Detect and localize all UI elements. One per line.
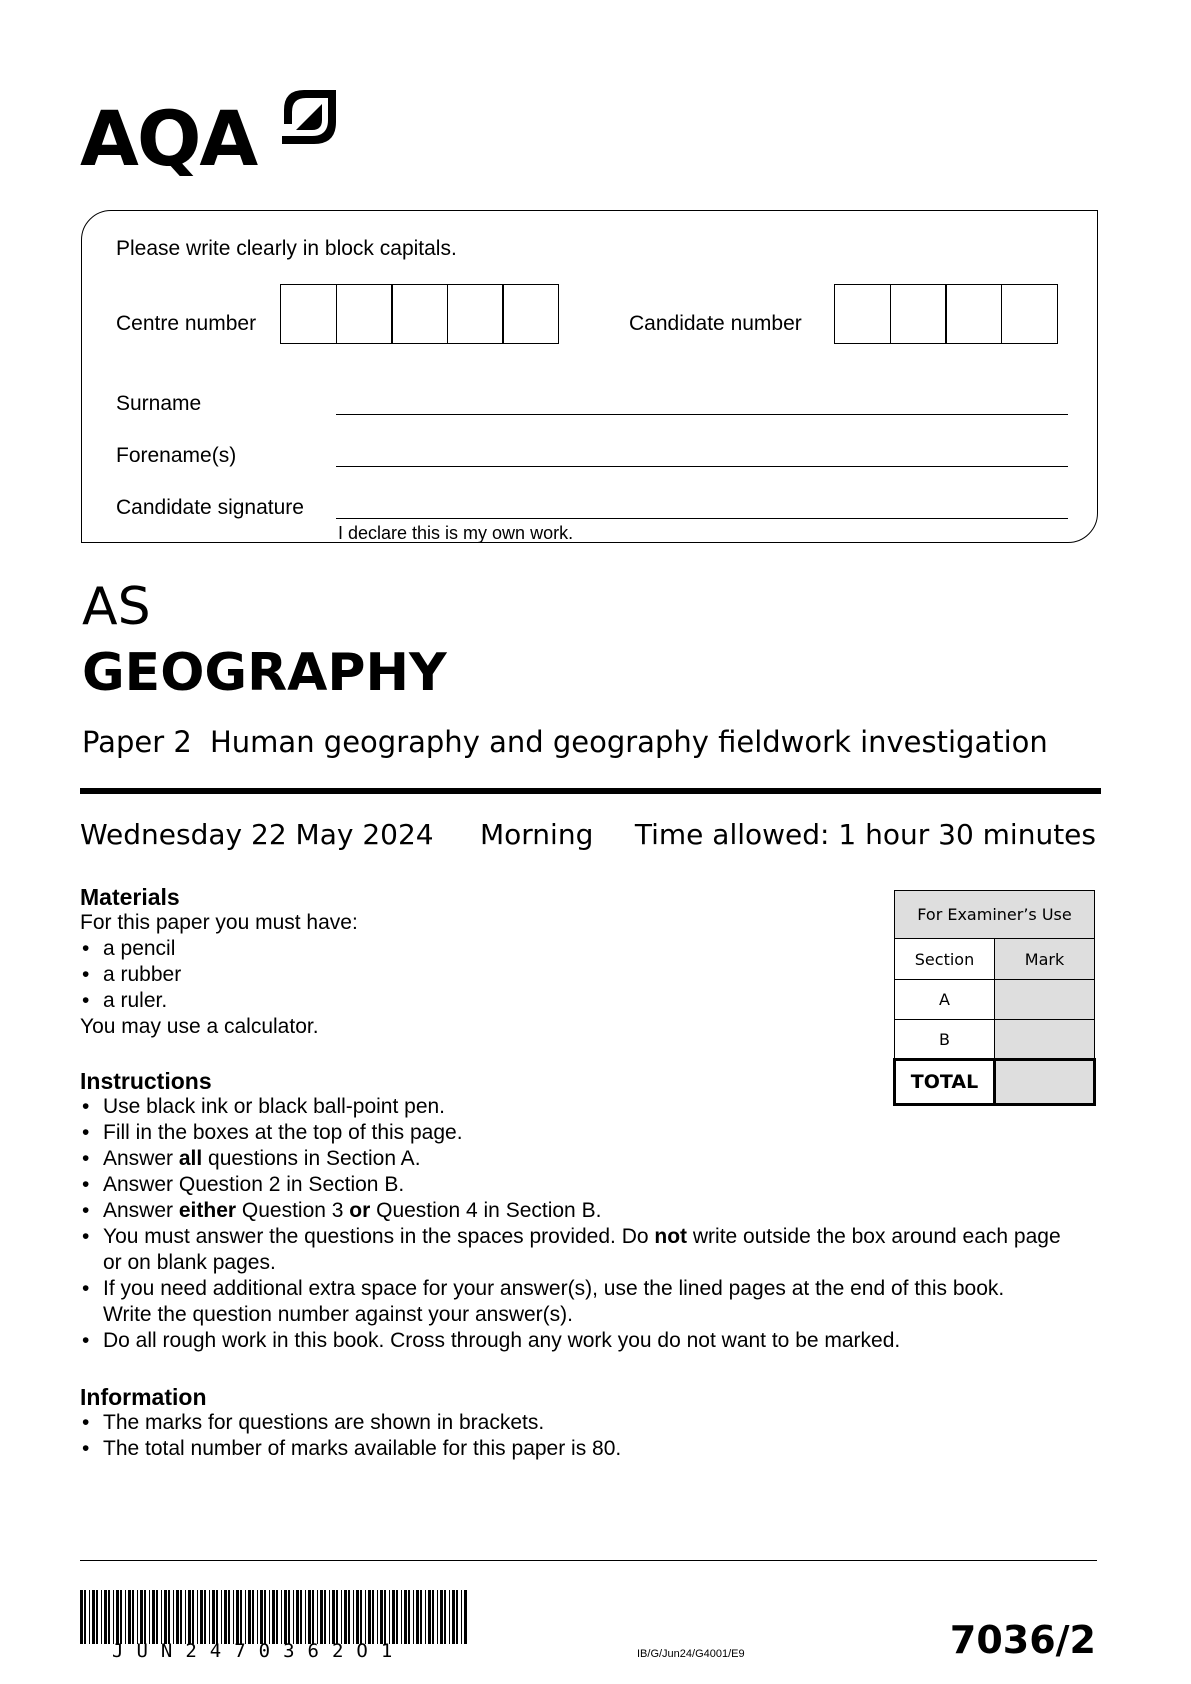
- centre-number-digit[interactable]: [280, 284, 337, 344]
- time-allowed: Time allowed: 1 hour 30 minutes: [634, 818, 1096, 851]
- list-item: • The total number of marks available for this paper is 80.: [80, 1436, 621, 1462]
- block-capitals-instruction: Please write clearly in block capitals.: [116, 237, 457, 260]
- centre-number-digit[interactable]: [502, 284, 559, 344]
- candidate-number-digit[interactable]: [945, 284, 1002, 344]
- total-mark: [995, 1060, 1095, 1105]
- candidate-number-digit[interactable]: [1001, 284, 1058, 344]
- list-item: • The marks for questions are shown in brackets.: [80, 1410, 621, 1436]
- materials-heading: Materials: [80, 884, 180, 910]
- section-b-mark: [995, 1020, 1095, 1060]
- section-a-mark: [995, 980, 1095, 1020]
- barcode-number: JUN2470362O1: [112, 1640, 406, 1662]
- candidate-number-digit[interactable]: [834, 284, 891, 344]
- signature-line[interactable]: [336, 518, 1068, 519]
- list-item: • You must answer the questions in the spaces provided. Do not write outside the box around each page or on blank pages.: [80, 1224, 1080, 1276]
- aqa-logo: [80, 88, 340, 184]
- information-list: [80, 1410, 621, 1462]
- instructions-heading: Instructions: [80, 1068, 212, 1094]
- centre-number-label: Centre number: [116, 312, 257, 335]
- materials-list: [80, 936, 181, 1014]
- header-divider: [80, 788, 1101, 794]
- barcode-icon: [80, 1590, 468, 1644]
- instructions-list: [80, 1094, 1080, 1354]
- exam-session: Morning: [480, 818, 594, 851]
- calculator-note: You may use a calculator.: [80, 1015, 319, 1038]
- logo-leaf-icon: [282, 90, 336, 144]
- list-item: • Answer Question 2 in Section B.: [80, 1172, 1080, 1198]
- information-heading: Information: [80, 1384, 207, 1410]
- candidate-details-box: [81, 210, 1098, 543]
- centre-number-digit[interactable]: [336, 284, 393, 344]
- examiner-table-title: For Examiner’s Use: [895, 891, 1095, 939]
- logo-wordmark: AQA: [80, 94, 257, 183]
- list-item: • Answer either Question 3 or Question 4 in Section B.: [80, 1198, 1080, 1224]
- forenames-line[interactable]: [336, 466, 1068, 467]
- surname-line[interactable]: [336, 414, 1068, 415]
- list-item: • Use black ink or black ball-point pen.: [80, 1094, 1080, 1120]
- centre-number-boxes[interactable]: [280, 284, 558, 344]
- section-b-label: B: [895, 1020, 995, 1060]
- list-item: • a rubber: [80, 962, 181, 988]
- examiner-use-table: [893, 890, 1096, 1106]
- centre-number-digit[interactable]: [447, 284, 504, 344]
- list-item: • a ruler.: [80, 988, 181, 1014]
- qualification-level: AS: [82, 577, 151, 637]
- centre-number-digit[interactable]: [391, 284, 448, 344]
- section-a-label: A: [895, 980, 995, 1020]
- total-label: TOTAL: [895, 1060, 995, 1105]
- footer-divider: [80, 1560, 1097, 1561]
- list-item: • Answer all questions in Section A.: [80, 1146, 1080, 1172]
- materials-intro: For this paper you must have:: [80, 911, 358, 934]
- list-item: • If you need additional extra space for your answer(s), use the lined pages at the end of this book. Write the question number against your answer(s).: [80, 1276, 1040, 1328]
- signature-label: Candidate signature: [116, 496, 304, 519]
- exam-date: Wednesday 22 May 2024: [80, 818, 434, 851]
- list-item: • Do all rough work in this book. Cross through any work you do not want to be marked.: [80, 1328, 1080, 1354]
- examiner-table-mark-header: Mark: [995, 939, 1095, 980]
- paper-title: Human geography and geography fieldwork investigation: [210, 725, 1048, 759]
- forenames-label: Forename(s): [116, 444, 237, 467]
- examiner-table-section-header: Section: [895, 939, 995, 980]
- document-reference: IB/G/Jun24/G4001/E9: [637, 1648, 745, 1660]
- surname-label: Surname: [116, 392, 202, 415]
- candidate-number-boxes[interactable]: [834, 284, 1056, 344]
- list-item: • a pencil: [80, 936, 181, 962]
- paper-code: 7036/2: [949, 1618, 1096, 1662]
- paper-number: Paper 2: [82, 725, 192, 759]
- candidate-number-label: Candidate number: [629, 312, 802, 335]
- declaration-text: I declare this is my own work.: [338, 523, 574, 543]
- candidate-number-digit[interactable]: [890, 284, 947, 344]
- list-item: • Fill in the boxes at the top of this page.: [80, 1120, 1080, 1146]
- subject-title: GEOGRAPHY: [82, 643, 447, 703]
